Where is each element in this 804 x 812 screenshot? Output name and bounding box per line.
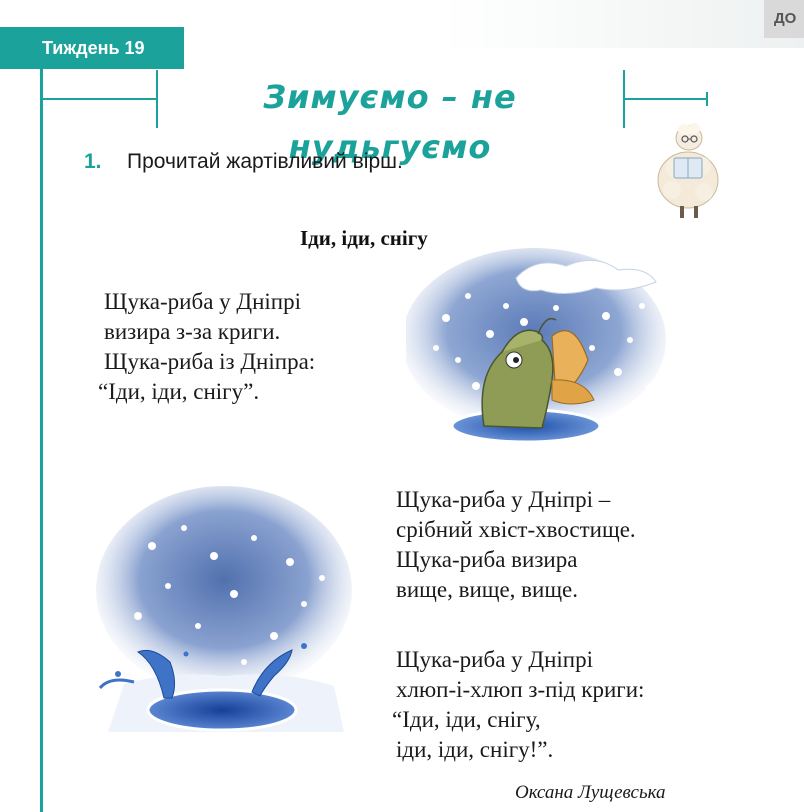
title-rule-left [40,98,157,100]
poem-stanza-2 [396,485,636,605]
poem-line: іди, іди, снігу!”. [396,737,554,762]
poem-title: Іди, іди, снігу [300,226,428,250]
poem-line: вище, вище, вище. [396,577,579,602]
poem-author: Оксана Лущевська [515,782,666,803]
task-number: 1. [84,150,102,173]
poem-stanza-3 [392,645,645,765]
poem-line: Щука-риба визира [396,547,578,572]
title-rule-right [623,98,708,100]
title-bracket-right [623,70,625,128]
poem-line: Щука-риба у Дніпрі – [396,487,611,512]
title-bracket-left [156,70,158,128]
poem-line: Щука-риба у Дніпрі [104,289,301,314]
corner-tab: ДО [764,0,804,38]
left-margin-rule [40,69,43,812]
sheep-reading-icon [652,118,722,220]
poem-line: “Іди, іди, снігу, [392,707,541,732]
week-badge: Тиждень 19 [0,27,184,69]
pike-fish-in-ice-hole-illustration [406,248,670,454]
poem-line: Щука-риба у Дніпрі [396,647,593,672]
poem-line: Щука-риба із Дніпра: [104,349,316,374]
poem-line: хлюп-і-хлюп з-під криги: [396,677,645,702]
poem-line: срібний хвіст-хвостище. [396,517,636,542]
section-title: Зимуємо – не нудьгуємо [263,78,517,166]
poem-stanza-1 [98,287,316,407]
water-splash-ice-hole-illustration [94,486,356,746]
poem-line: визира з-за криги. [104,319,281,344]
title-rule-end-tick [706,92,708,106]
task-instruction: Прочитай жартівливий вірш. [127,150,403,173]
poem-line: “Іди, іди, снігу”. [98,379,260,404]
